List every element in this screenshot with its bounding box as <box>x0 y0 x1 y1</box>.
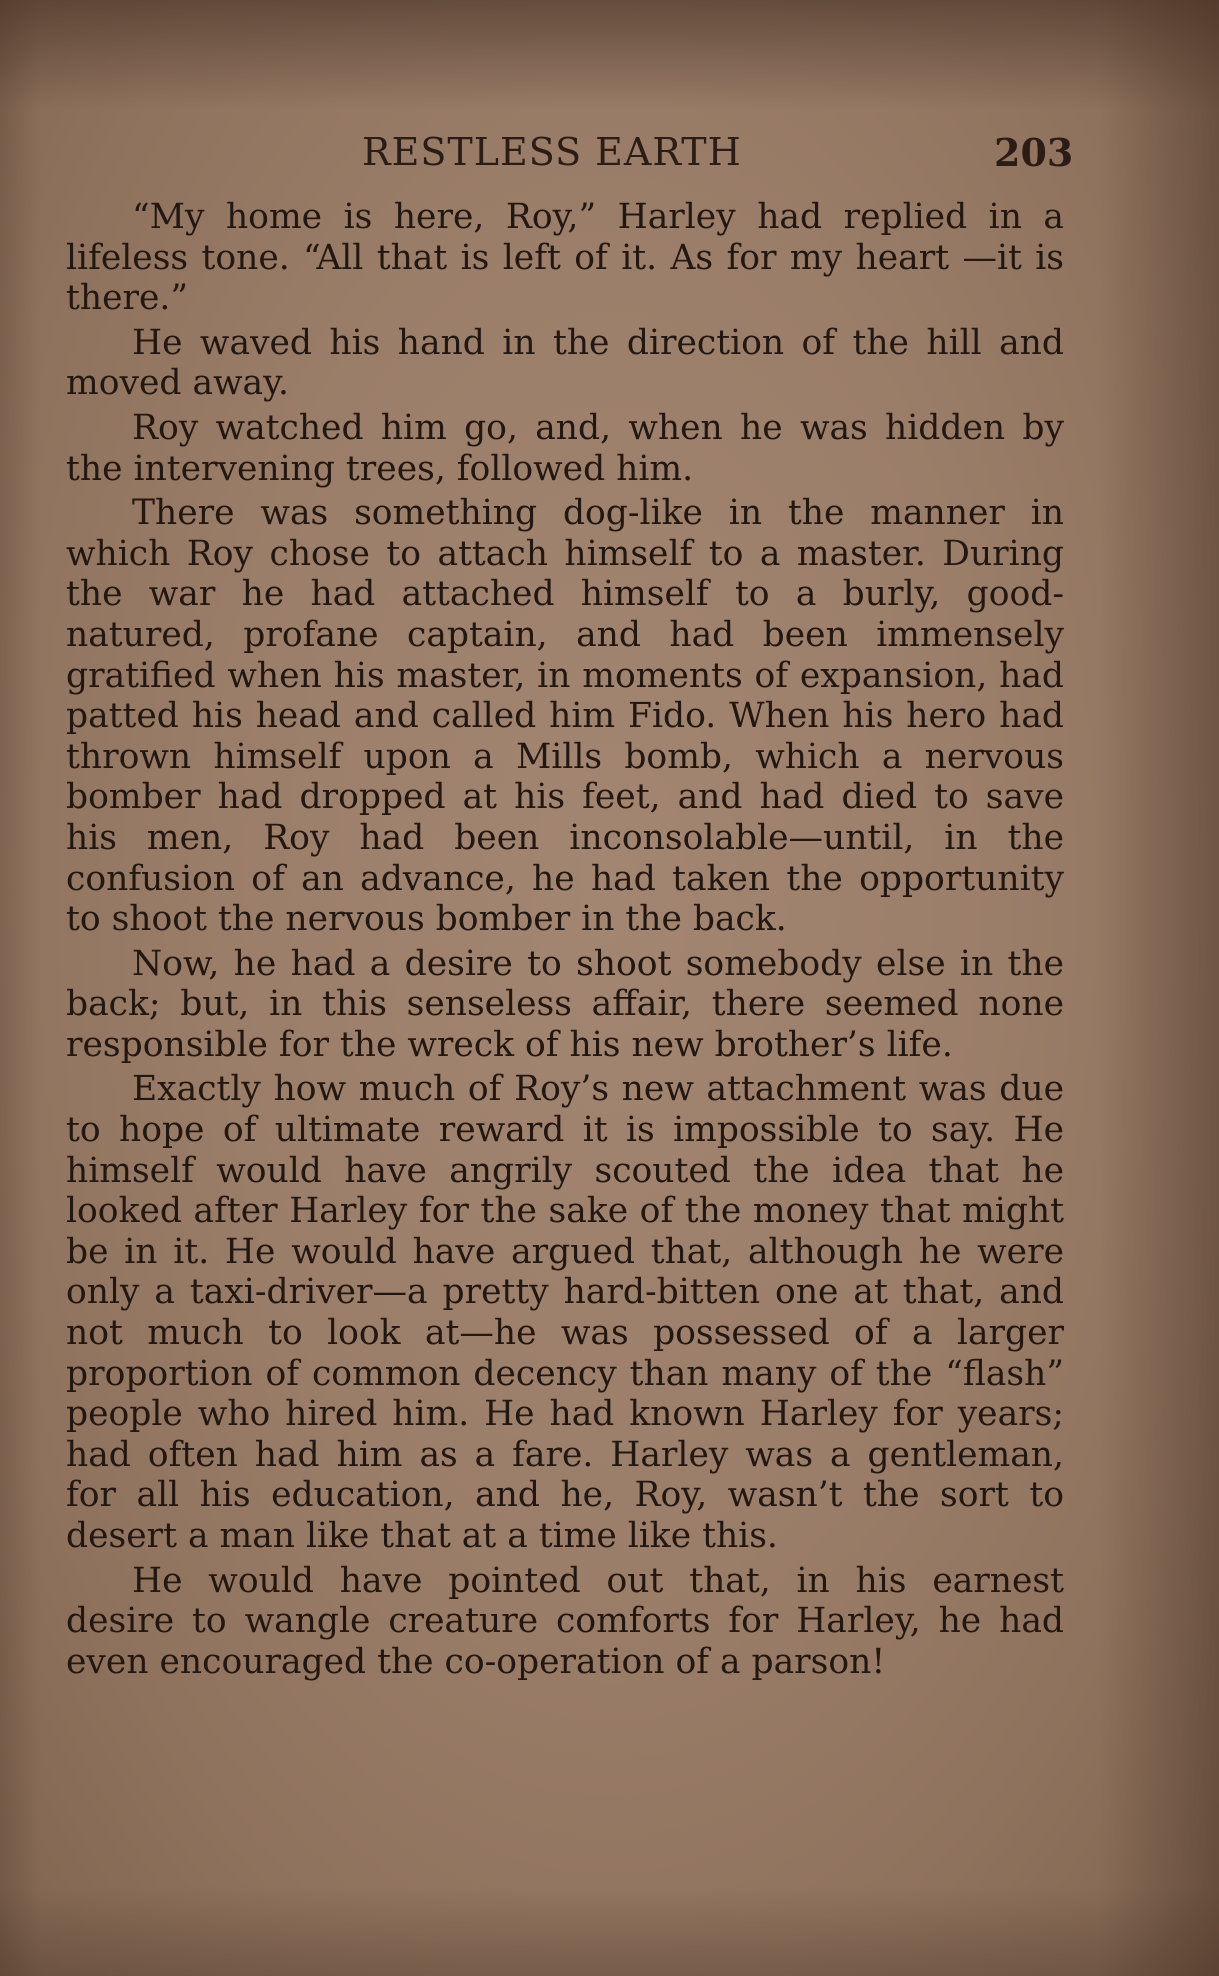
paragraph: Exactly how much of Roy’s new attachment was due to hope of ultimate reward it is impossible to say. He himself would have angrily scouted the idea that he looked after Harley for the sake of the money that might be in it. He would have argued that, although he were only a taxi-driver—a pretty hard-bitten one at that, and not much to look at—he was possessed of a larger proportion of common decency than many of the “flash” people who hired him. He had known Harley for years; had often had him as a fare. Harley was a gentleman, for all his education, and he, Roy, wasn’t the sort to desert a man like that at a time like this. <box>66 1069 1064 1556</box>
paragraph: He waved his hand in the direction of the hill and moved away. <box>66 322 1064 404</box>
running-title: RESTLESS EARTH <box>362 130 742 174</box>
body-text <box>66 197 1064 1686</box>
paragraph: There was something dog-like in the manner in which Roy chose to attach himself to a master. During the war he had attached himself to a burly, good-natured, profane captain, and had been immensely gratified when his master, in moments of expansion, had patted his head and called him Fido. When his hero had thrown himself upon a Mills bomb, which a nervous bomber had dropped at his feet, and had died to save his men, Roy had been inconsolable—until, in the confusion of an advance, he had taken the opportunity to shoot the nervous bomber in the back. <box>66 493 1064 940</box>
page-edge-bottom <box>0 1886 1219 1976</box>
page-header <box>362 130 1074 180</box>
paragraph: Roy watched him go, and, when he was hidden by the intervening trees, followed him. <box>66 407 1064 489</box>
paragraph: Now, he had a desire to shoot somebody else in the back; but, in this senseless affair, there seemed none responsible for the wreck of his new brother’s life. <box>66 943 1064 1065</box>
page-edge-right <box>1099 0 1219 1976</box>
page-number: 203 <box>994 130 1074 175</box>
page-edge-left <box>0 0 40 1976</box>
page-edge-top <box>0 0 1219 110</box>
paragraph: “My home is here, Roy,” Harley had replied in a lifeless tone. “All that is left of it. As for my heart —it is there.” <box>66 197 1064 319</box>
paragraph: He would have pointed out that, in his earnest desire to wangle creature comforts for Harley, he had even encouraged the co-operation of a parson! <box>66 1560 1064 1682</box>
